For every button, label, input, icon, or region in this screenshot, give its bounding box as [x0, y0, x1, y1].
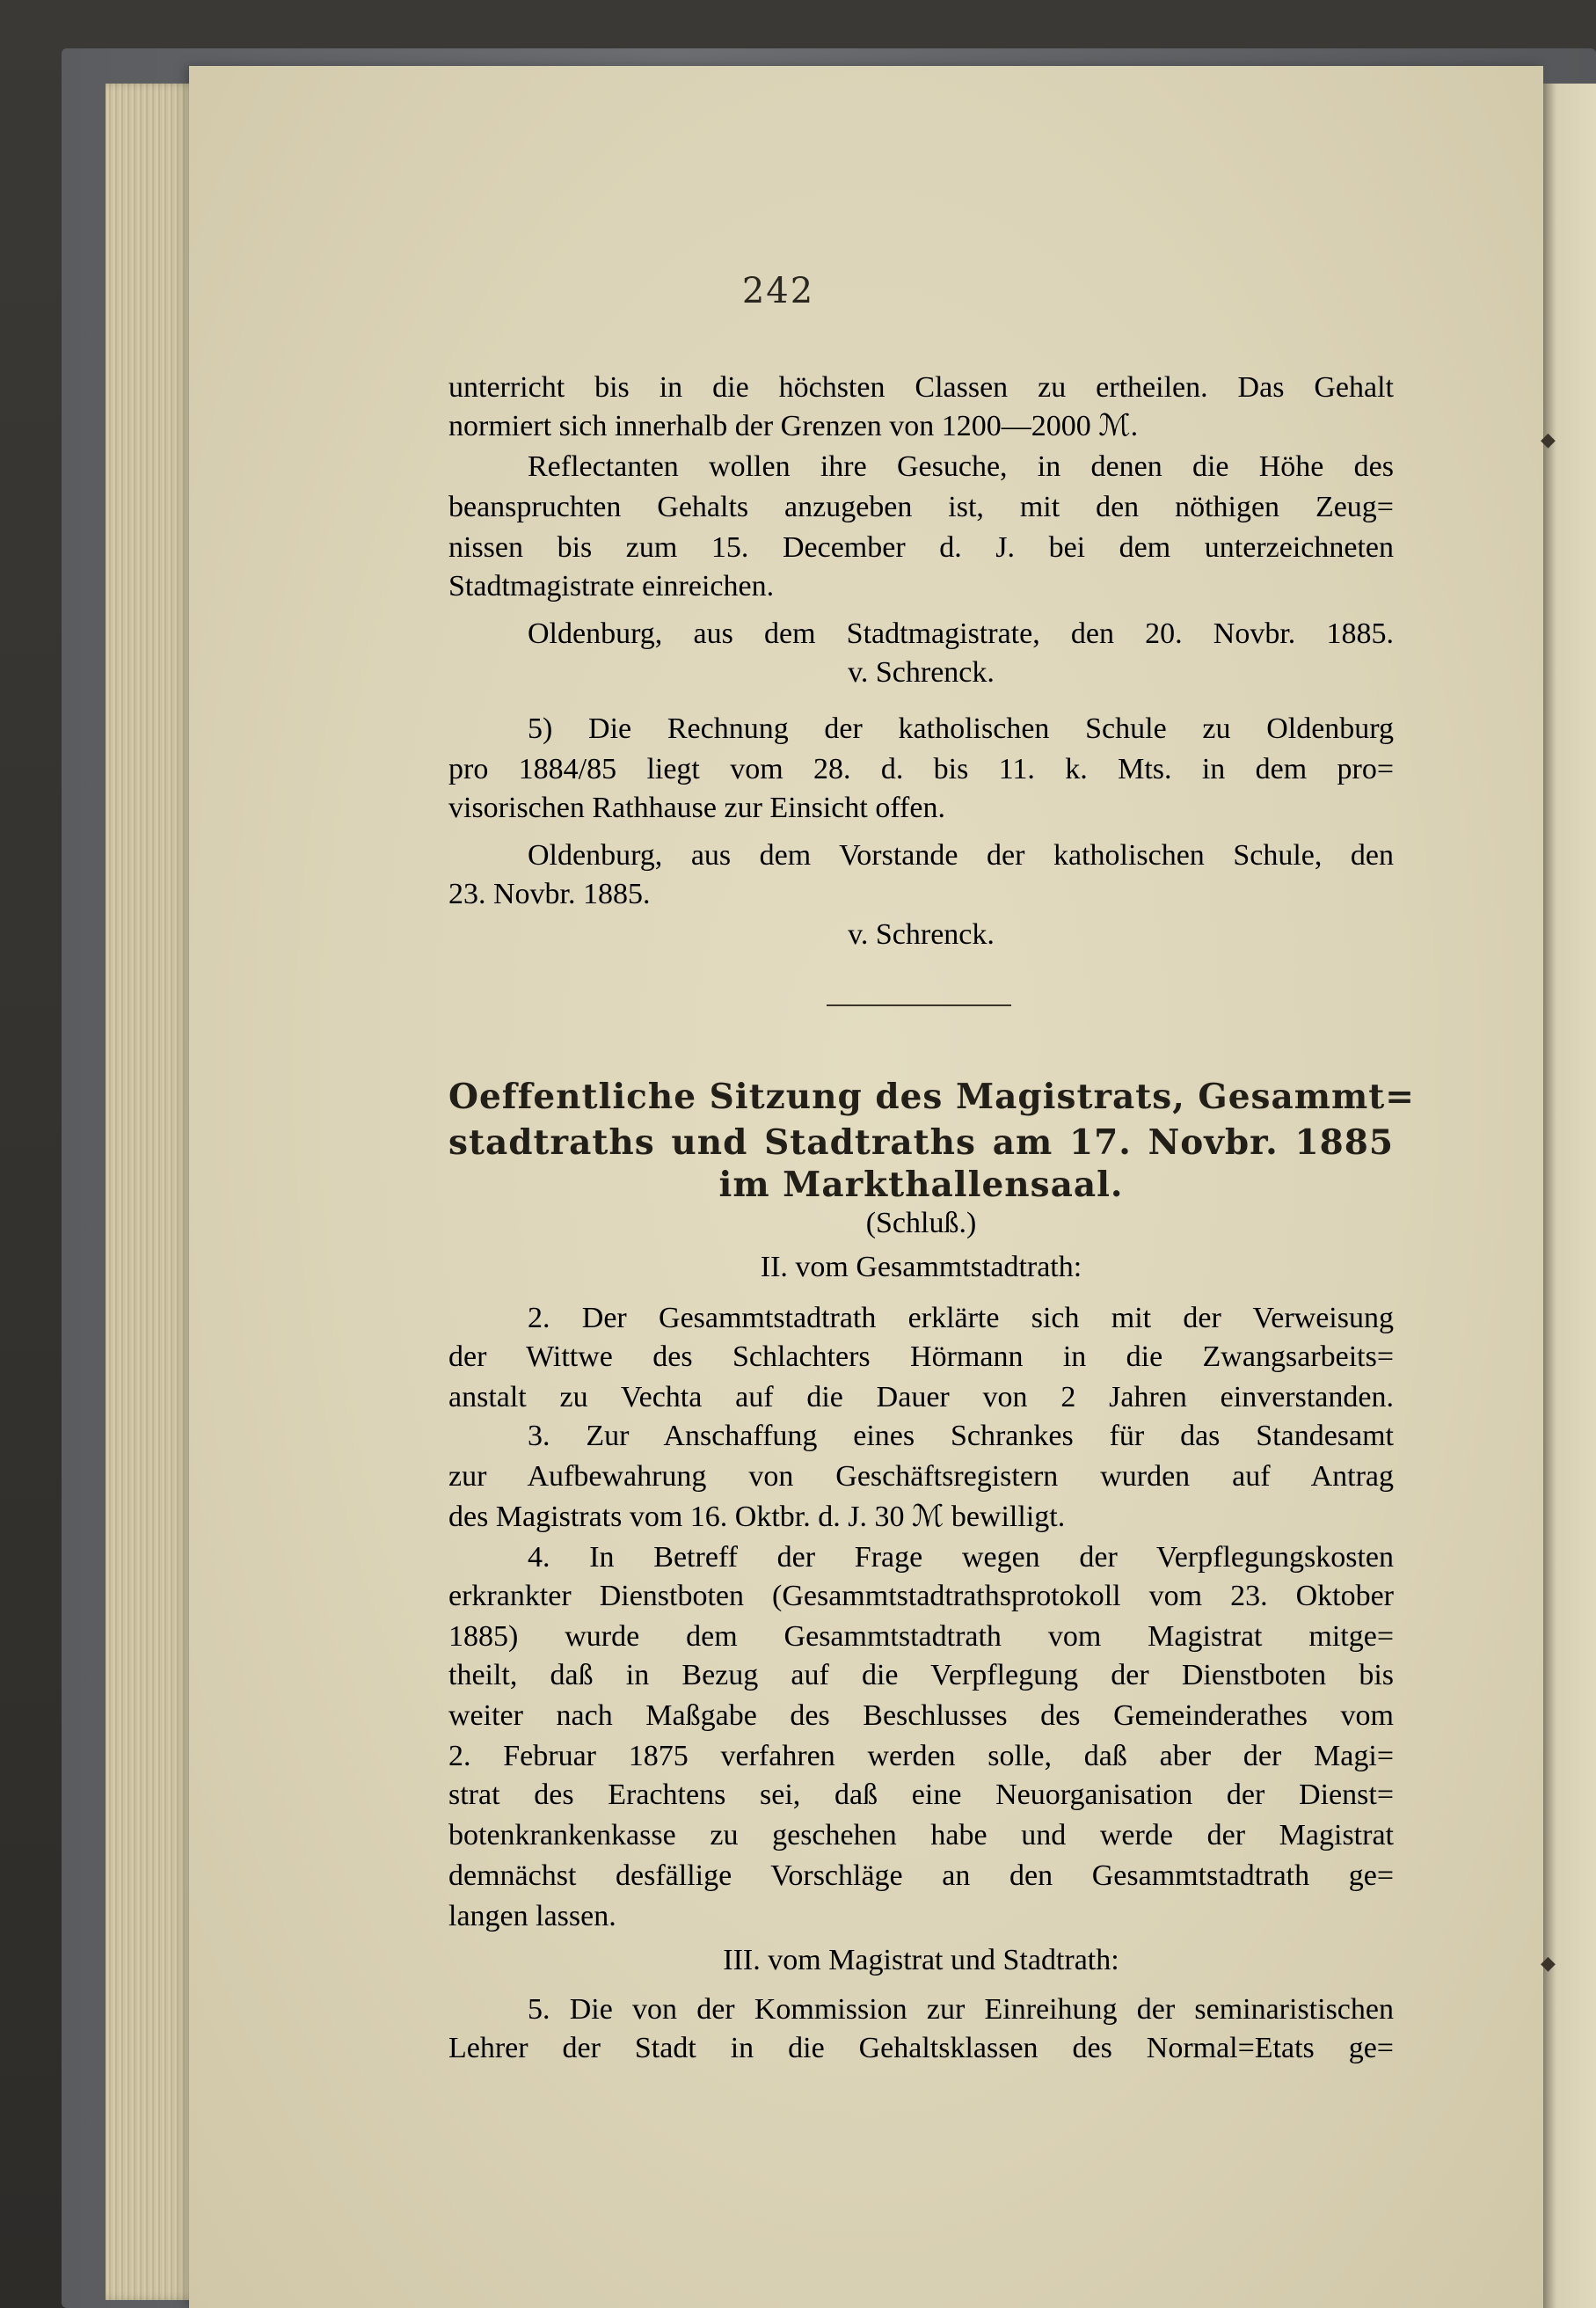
text-line: unterricht bis in die höchsten Classen zu ertheilen. Das Gehalt — [448, 371, 1394, 404]
text-line: nissen bis zum 15. December d. J. bei dem unterzeichneten — [448, 531, 1394, 564]
section-divider — [827, 1004, 1011, 1006]
subheading: II. vom Gesammtstadtrath: — [760, 1251, 1082, 1283]
subheading: (Schluß.) — [865, 1207, 977, 1239]
text-line: der Wittwe des Schlachters Hörmann in die Zwangsarbeits= — [448, 1340, 1394, 1373]
text-line: demnächst desfällige Vorschläge an den Gesammtstadtrath ge= — [448, 1859, 1394, 1892]
text-line: visorischen Rathhause zur Einsicht offen. — [448, 792, 945, 824]
page-number: 242 — [741, 271, 815, 311]
text-line: weiter nach Maßgabe des Beschlusses des Gemeinderathes vom — [448, 1699, 1394, 1732]
text-line: 5) Die Rechnung der katholischen Schule zu Oldenburg — [528, 712, 1394, 745]
text-line: botenkrankenkasse zu geschehen habe und werde der Magistrat — [448, 1819, 1394, 1852]
text-line: normiert sich innerhalb der Grenzen von 1200—2000 ℳ. — [448, 410, 1139, 442]
text-line: 2. Februar 1875 verfahren werden solle, daß aber der Magi= — [448, 1740, 1394, 1772]
section-heading: im Markthallensaal. — [718, 1165, 1124, 1205]
signature-line: v. Schrenck. — [848, 656, 995, 689]
text-line: 3. Zur Anschaffung eines Schrankes für das Standesamt — [528, 1420, 1394, 1452]
text-line: 1885) wurde dem Gesammtstadtrath vom Magistrat mitge= — [448, 1620, 1394, 1653]
text-line: pro 1884/85 liegt vom 28. d. bis 11. k. Mts. in dem pro= — [448, 753, 1394, 785]
section-heading: stadtraths und Stadtraths am 17. Novbr. 1885 — [448, 1122, 1394, 1163]
text-line: Lehrer der Stadt in die Gehaltsklassen des Normal=Etats ge= — [448, 2032, 1394, 2064]
text-line: theilt, daß in Bezug auf die Verpflegung der Dienstboten bis — [448, 1659, 1394, 1691]
section-heading: Oeffentliche Sitzung des Magistrats, Gesammt= — [448, 1077, 1415, 1117]
text-line: Oldenburg, aus dem Vorstande der katholischen Schule, den — [528, 839, 1394, 872]
text-line: 2. Der Gesammtstadtrath erklärte sich mit der Verweisung — [528, 1302, 1394, 1334]
text-line: 23. Novbr. 1885. — [448, 878, 651, 910]
text-line: anstalt zu Vechta auf die Dauer von 2 Jahren einverstanden. — [448, 1381, 1394, 1413]
text-line: Reflectanten wollen ihre Gesuche, in denen die Höhe des — [528, 450, 1394, 483]
page-edges — [106, 84, 202, 2300]
text-line: strat des Erachtens sei, daß eine Neuorganisation der Dienst= — [448, 1778, 1394, 1811]
page-edge-mark: ◆ — [1541, 1953, 1556, 1975]
signature-line: v. Schrenck. — [848, 918, 995, 951]
text-line: Stadtmagistrate einreichen. — [448, 570, 775, 603]
text-line: des Magistrats vom 16. Oktbr. d. J. 30 ℳ bewilligt. — [448, 1501, 1066, 1533]
text-line: Oldenburg, aus dem Stadtmagistrate, den 20. Novbr. 1885. — [528, 617, 1394, 650]
text-line: 5. Die von der Kommission zur Einreihung der seminaristischen — [528, 1993, 1394, 2026]
text-line: zur Aufbewahrung von Geschäftsregistern wurden auf Antrag — [448, 1460, 1394, 1493]
text-line: erkrankter Dienstboten (Gesammtstadtrathsprotokoll vom 23. Oktober — [448, 1580, 1394, 1612]
text-line: 4. In Betreff der Frage wegen der Verpflegungskosten — [528, 1541, 1394, 1574]
page-edge-mark: ◆ — [1541, 429, 1556, 451]
subheading: III. vom Magistrat und Stadtrath: — [723, 1944, 1119, 1976]
text-line: langen lassen. — [448, 1900, 616, 1932]
text-line: beanspruchten Gehalts anzugeben ist, mit den nöthigen Zeug= — [448, 491, 1394, 523]
